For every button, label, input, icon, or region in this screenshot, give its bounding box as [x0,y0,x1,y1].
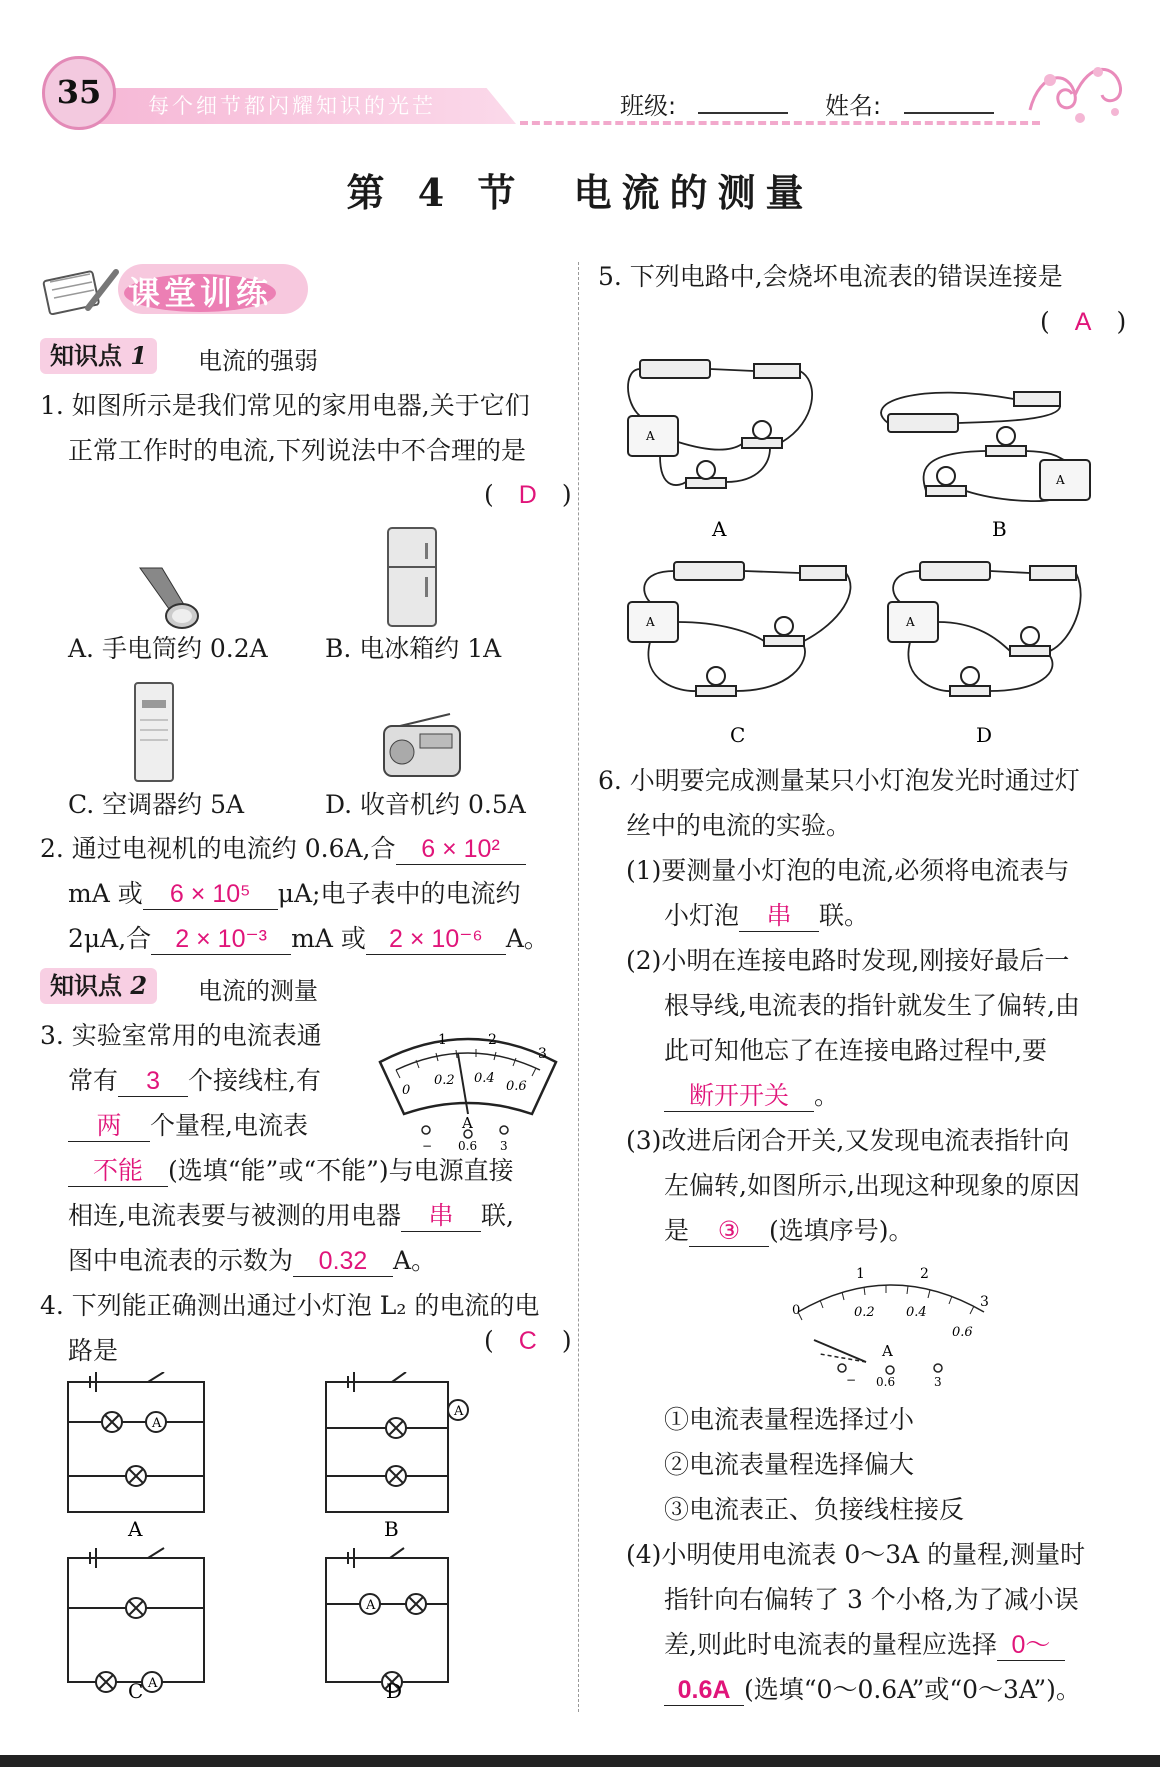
q5-label-c: C [730,723,746,747]
q6-blank-1[interactable]: 串 [739,901,819,932]
q6-p4-line4: 0.6A (选填“0～0.6A”或“0～3A”)。 [664,1667,1081,1712]
q3-blank-4[interactable]: 串 [401,1201,481,1232]
q3-line6: 图中电流表的示数为 0.32 A。 [68,1246,437,1275]
q5-label-d: D [976,723,993,747]
q6-option-2: ②电流表量程选择偏大 [664,1450,915,1479]
svg-text:A: A [454,1404,464,1419]
q2-blank-3[interactable]: 2 × 10⁻³ [151,924,291,955]
header-dashed-line [520,121,1040,125]
q1-line1: 1. 如图所示是我们常见的家用电器,关于它们 [40,391,530,420]
svg-text:A: A [1056,473,1065,487]
section-banner-text: 课堂训练 [124,274,276,312]
meter1-terminal-06: 0.6 [458,1139,478,1152]
q2-line3: 2μA,合 2 × 10⁻³ mA 或 2 × 10⁻⁶ A。 [68,924,549,953]
refrigerator-image [385,525,440,630]
meter2-label-3: 3 [980,1294,989,1310]
q6-option-3: ③电流表正、负接线柱接反 [664,1495,965,1524]
air-conditioner-image [132,680,177,785]
svg-text:A: A [148,1676,158,1691]
meter1-unit: A [462,1114,473,1132]
meter2-terminal-3: 3 [934,1375,942,1389]
svg-text:A: A [152,1416,162,1431]
svg-text:A: A [646,429,655,443]
q6-p1-line1: (1)要测量小灯泡的电流,必须将电流表与 [626,856,1070,885]
meter2-unit: A [882,1342,893,1360]
q6-p3-line1: (3)改进后闭合开关,又发现电流表指针向 [626,1126,1070,1155]
knowledge-point-2-tag: 知识点 2 [40,968,157,1004]
flashlight-image [130,560,210,635]
q3-line5: 相连,电流表要与被测的用电器 串 联, [68,1201,514,1230]
meter1-label-04: 0.4 [474,1071,495,1086]
meter1-label-3: 3 [538,1046,547,1062]
class-label: 班级: [620,92,677,120]
name-field[interactable] [904,112,994,114]
q3-blank-3[interactable]: 不能 [68,1156,168,1187]
svg-text:A: A [646,615,655,629]
q6-blank-3[interactable]: ③ [689,1216,769,1247]
meter2-terminal-06: 0.6 [876,1375,896,1389]
q6-blank-2[interactable]: 断开开关 [664,1081,814,1112]
ammeter-figure-2 [786,1262,996,1394]
q2-blank-4[interactable]: 2 × 10⁻⁶ [366,924,506,955]
q4-label-d: D [386,1679,403,1702]
q6-p1-line2: 小灯泡 串 联。 [664,901,870,930]
q4-label-a: A [128,1517,143,1541]
q4-circuit-diagrams [60,1372,480,1702]
meter1-label-06: 0.6 [506,1079,527,1094]
knowledge-point-1-tag: 知识点 1 [40,338,157,374]
q6-blank-4b[interactable]: 0.6A [664,1675,744,1706]
meter1-terminal-neg: − [422,1139,433,1152]
q5-label-b: B [992,517,1007,541]
column-divider [578,262,579,1712]
q1-option-d: D. 收音机约 0.5A [325,790,526,819]
meter2-label-2: 2 [920,1266,929,1282]
q2-blank-2[interactable]: 6 × 10⁵ [143,879,278,910]
meter1-terminal-3: 3 [500,1139,508,1152]
q2-blank-1[interactable]: 6 × 10² [396,834,526,865]
notebook-pencil-icon [40,262,120,317]
q6-p3-line2: 左偏转,如图所示,出现这种现象的原因 [664,1171,1080,1200]
bottom-edge-bar [0,1755,1160,1767]
q3-line1: 3. 实验室常用的电流表通 [40,1021,322,1050]
q6-p2-line1: (2)小明在连接电路时发现,刚接好最后一 [626,946,1070,975]
meter1-label-0: 0 [402,1083,411,1098]
header-motto: 每个细节都闪耀知识的光芒 [148,94,436,118]
knowledge-point-2-title: 电流的测量 [198,977,318,1005]
svg-text:A: A [906,615,915,629]
q6-p4-line2: 指针向右偏转了 3 个小格,为了减小误 [664,1585,1079,1614]
q1-option-c: C. 空调器约 5A [68,790,245,819]
q4-answer: C [518,1327,537,1355]
flourish-ornament-icon [1020,50,1130,130]
class-field[interactable] [698,112,788,114]
radio-image [380,712,465,780]
q1-answer: D [518,481,537,509]
name-label: 姓名: [825,92,882,120]
meter1-label-1: 1 [438,1032,447,1048]
meter2-terminal-neg: − [846,1373,857,1387]
q5-circuit-diagrams [620,352,1120,752]
q6-blank-4a[interactable]: 0～ [997,1630,1065,1661]
q3-blank-2[interactable]: 两 [68,1111,150,1142]
meter2-label-06: 0.6 [952,1325,973,1340]
meter2-label-02: 0.2 [854,1305,875,1320]
q6-line2: 丝中的电流的实验。 [626,811,852,840]
q6-p2-line2: 根导线,电流表的指针就发生了偏转,由 [664,991,1080,1020]
meter2-label-1: 1 [856,1266,865,1282]
q4-line1: 4. 下列能正确测出通过小灯泡 L₂ 的电流的电 [40,1291,540,1320]
q1-line2: 正常工作时的电流,下列说法中不合理的是 [68,436,526,465]
q6-line1: 6. 小明要完成测量某只小灯泡发光时通过灯 [598,766,1080,795]
q6-p3-line3: 是 ③ (选填序号)。 [664,1216,914,1245]
q4-label-c: C [128,1679,144,1702]
q6-option-1: ①电流表量程选择过小 [664,1405,915,1434]
meter1-label-2: 2 [488,1032,497,1048]
q1-option-a: A. 手电筒约 0.2A [68,634,268,663]
page-title: 第 4 节 电流的测量 [346,170,814,215]
section-banner [124,268,276,314]
q4-answer-paren: ( C ) [484,1326,572,1355]
q3-blank-1[interactable]: 3 [118,1066,188,1097]
q6-p2-line3: 此可知他忘了在连接电路过程中,要 [664,1036,1047,1065]
q2-line2: mA 或 6 × 10⁵ μA;电子表中的电流约 [68,879,521,908]
meter2-label-0: 0 [792,1303,801,1318]
q5-label-a: A [712,517,727,541]
q5-answer: A [1074,308,1092,336]
q3-line3: 两 个量程,电流表 [68,1103,308,1148]
q4-line2: 路是 [68,1336,119,1365]
q3-line2: 常有 3 个接线柱,有 [68,1066,321,1095]
q1-answer-paren: ( D ) [484,480,572,509]
q5-line1: 5. 下列电路中,会烧坏电流表的错误连接是 [598,262,1063,291]
q5-answer-paren: ( A ) [1040,307,1127,336]
q6-p4-line1: (4)小明使用电流表 0～3A 的量程,测量时 [626,1540,1086,1569]
q3-blank-5[interactable]: 0.32 [293,1246,393,1277]
q6-p4-line3: 差,则此时电流表的量程应选择 0～ [664,1622,1065,1667]
q2-line1: 2. 通过电视机的电流约 0.6A,合 6 × 10² [40,826,526,871]
meter2-label-04: 0.4 [906,1305,927,1320]
page-number: 35 [42,56,116,130]
knowledge-point-1-title: 电流的强弱 [198,347,318,375]
svg-text:A: A [366,1598,376,1613]
q6-p2-line4: 断开开关 。 [664,1073,839,1118]
ammeter-figure-1 [372,1022,564,1152]
q3-line4: 不能 (选填“能”或“不能”)与电源直接 [68,1148,514,1193]
meter1-label-02: 0.2 [434,1073,455,1088]
q4-label-b: B [384,1517,399,1541]
q1-option-b: B. 电冰箱约 1A [325,634,502,663]
